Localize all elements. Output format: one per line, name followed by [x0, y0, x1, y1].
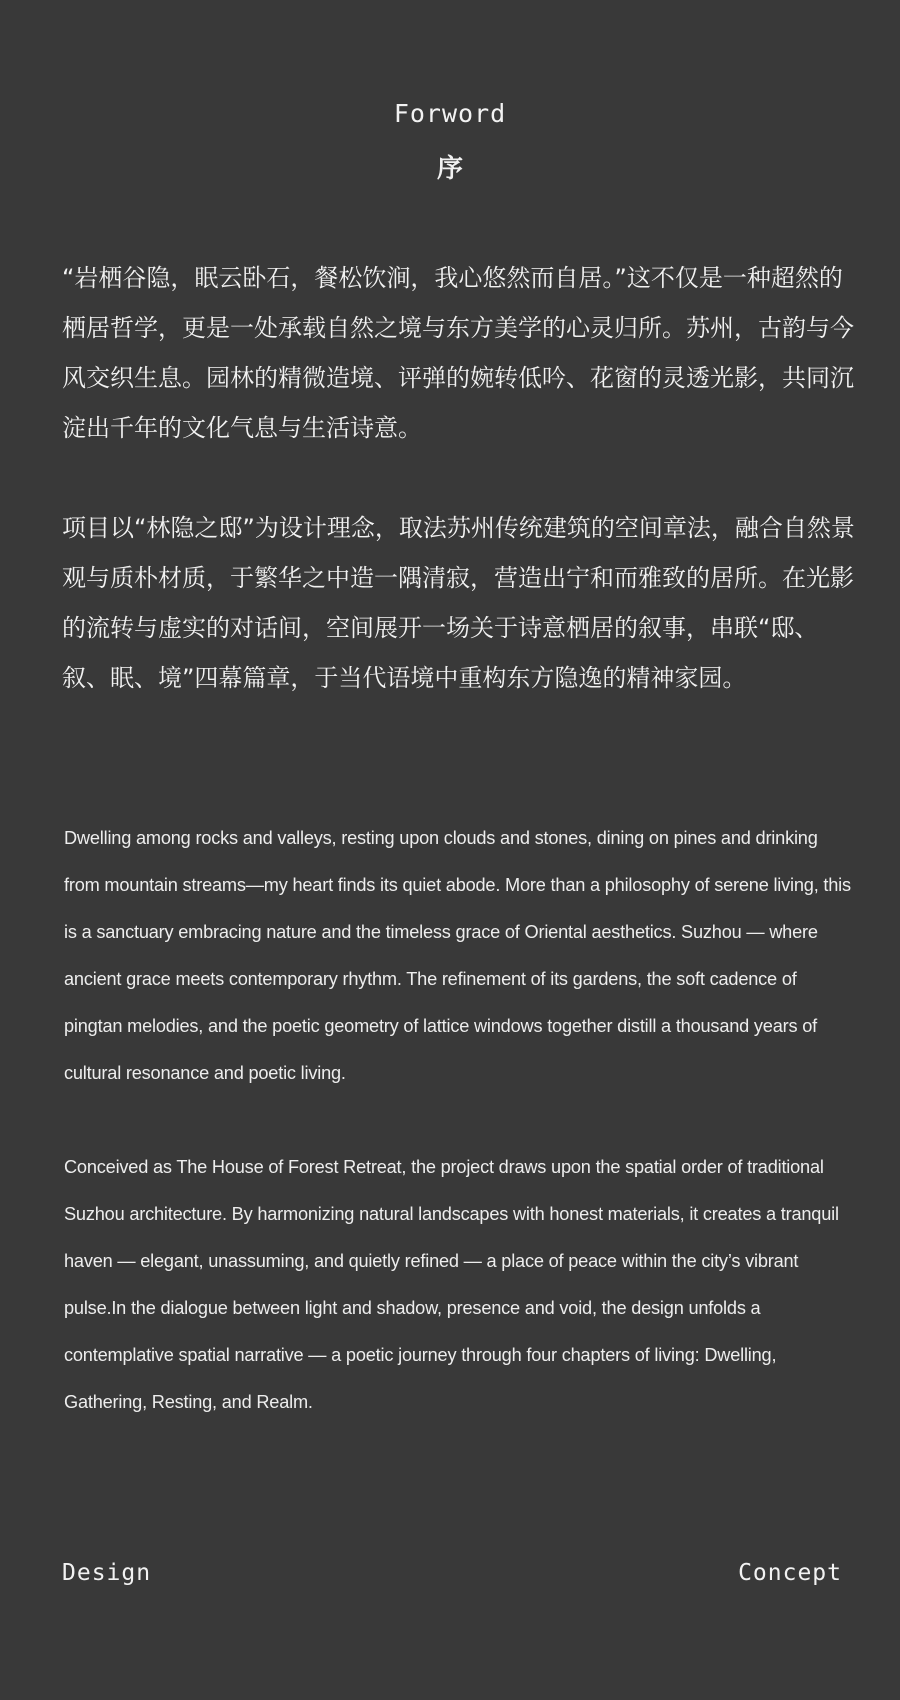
- chinese-paragraph-1: “岩栖谷隐，眠云卧石，餐松饮涧，我心悠然而自居。”这不仅是一种超然的栖居哲学，更是一处承载自然之境与东方美学的心灵归所。苏州，古韵与今风交织生息。园林的精微造境、评弹的婉转低吟、花窗的灵透光影，共同沉淀出千年的文化气息与生活诗意。: [62, 264, 854, 442]
- footer-design-label: Design: [62, 1560, 152, 1586]
- page-title-english: Forword: [393, 99, 507, 128]
- page-title-chinese: 序: [436, 154, 463, 184]
- english-paragraph-2: Conceived as The House of Forest Retreat, the project draws upon the spatial order of traditional Suzhou architecture. By harmonizing natural landscapes with honest materials, it creates a tranquil haven — elegant, unassuming, and quietly refined — a place of peace within the city’s vibrant pulse.In the dialogue between light and shadow, presence and void, the design unfolds a contemplative spatial narrative — a poetic journey through four chapters of living: Dwelling, Gathering, Resting, and Realm.: [64, 1157, 839, 1412]
- english-paragraph-1: Dwelling among rocks and valleys, resting upon clouds and stones, dining on pines and drinking from mountain streams—my heart finds its quiet abode. More than a philosophy of serene living, this is a sanctuary embracing nature and the timeless grace of Oriental aesthetics. Suzhou — where ancient grace meets contemporary rhythm. The refinement of its gardens, the soft cadence of pingtan melodies, and the poetic geometry of lattice windows together distill a thousand years of cultural resonance and poetic living.: [64, 828, 851, 1083]
- chinese-paragraph-2: 项目以“林隐之邸”为设计理念，取法苏州传统建筑的空间章法，融合自然景观与质朴材质，于繁华之中造一隅清寂，营造出宁和而雅致的居所。在光影的流转与虚实的对话间，空间展开一场关于诗意栖居的叙事，串联“邸、叙、眠、境”四幕篇章，于当代语境中重构东方隐逸的精神家园。: [62, 514, 855, 692]
- footer-concept-label: Concept: [738, 1560, 842, 1586]
